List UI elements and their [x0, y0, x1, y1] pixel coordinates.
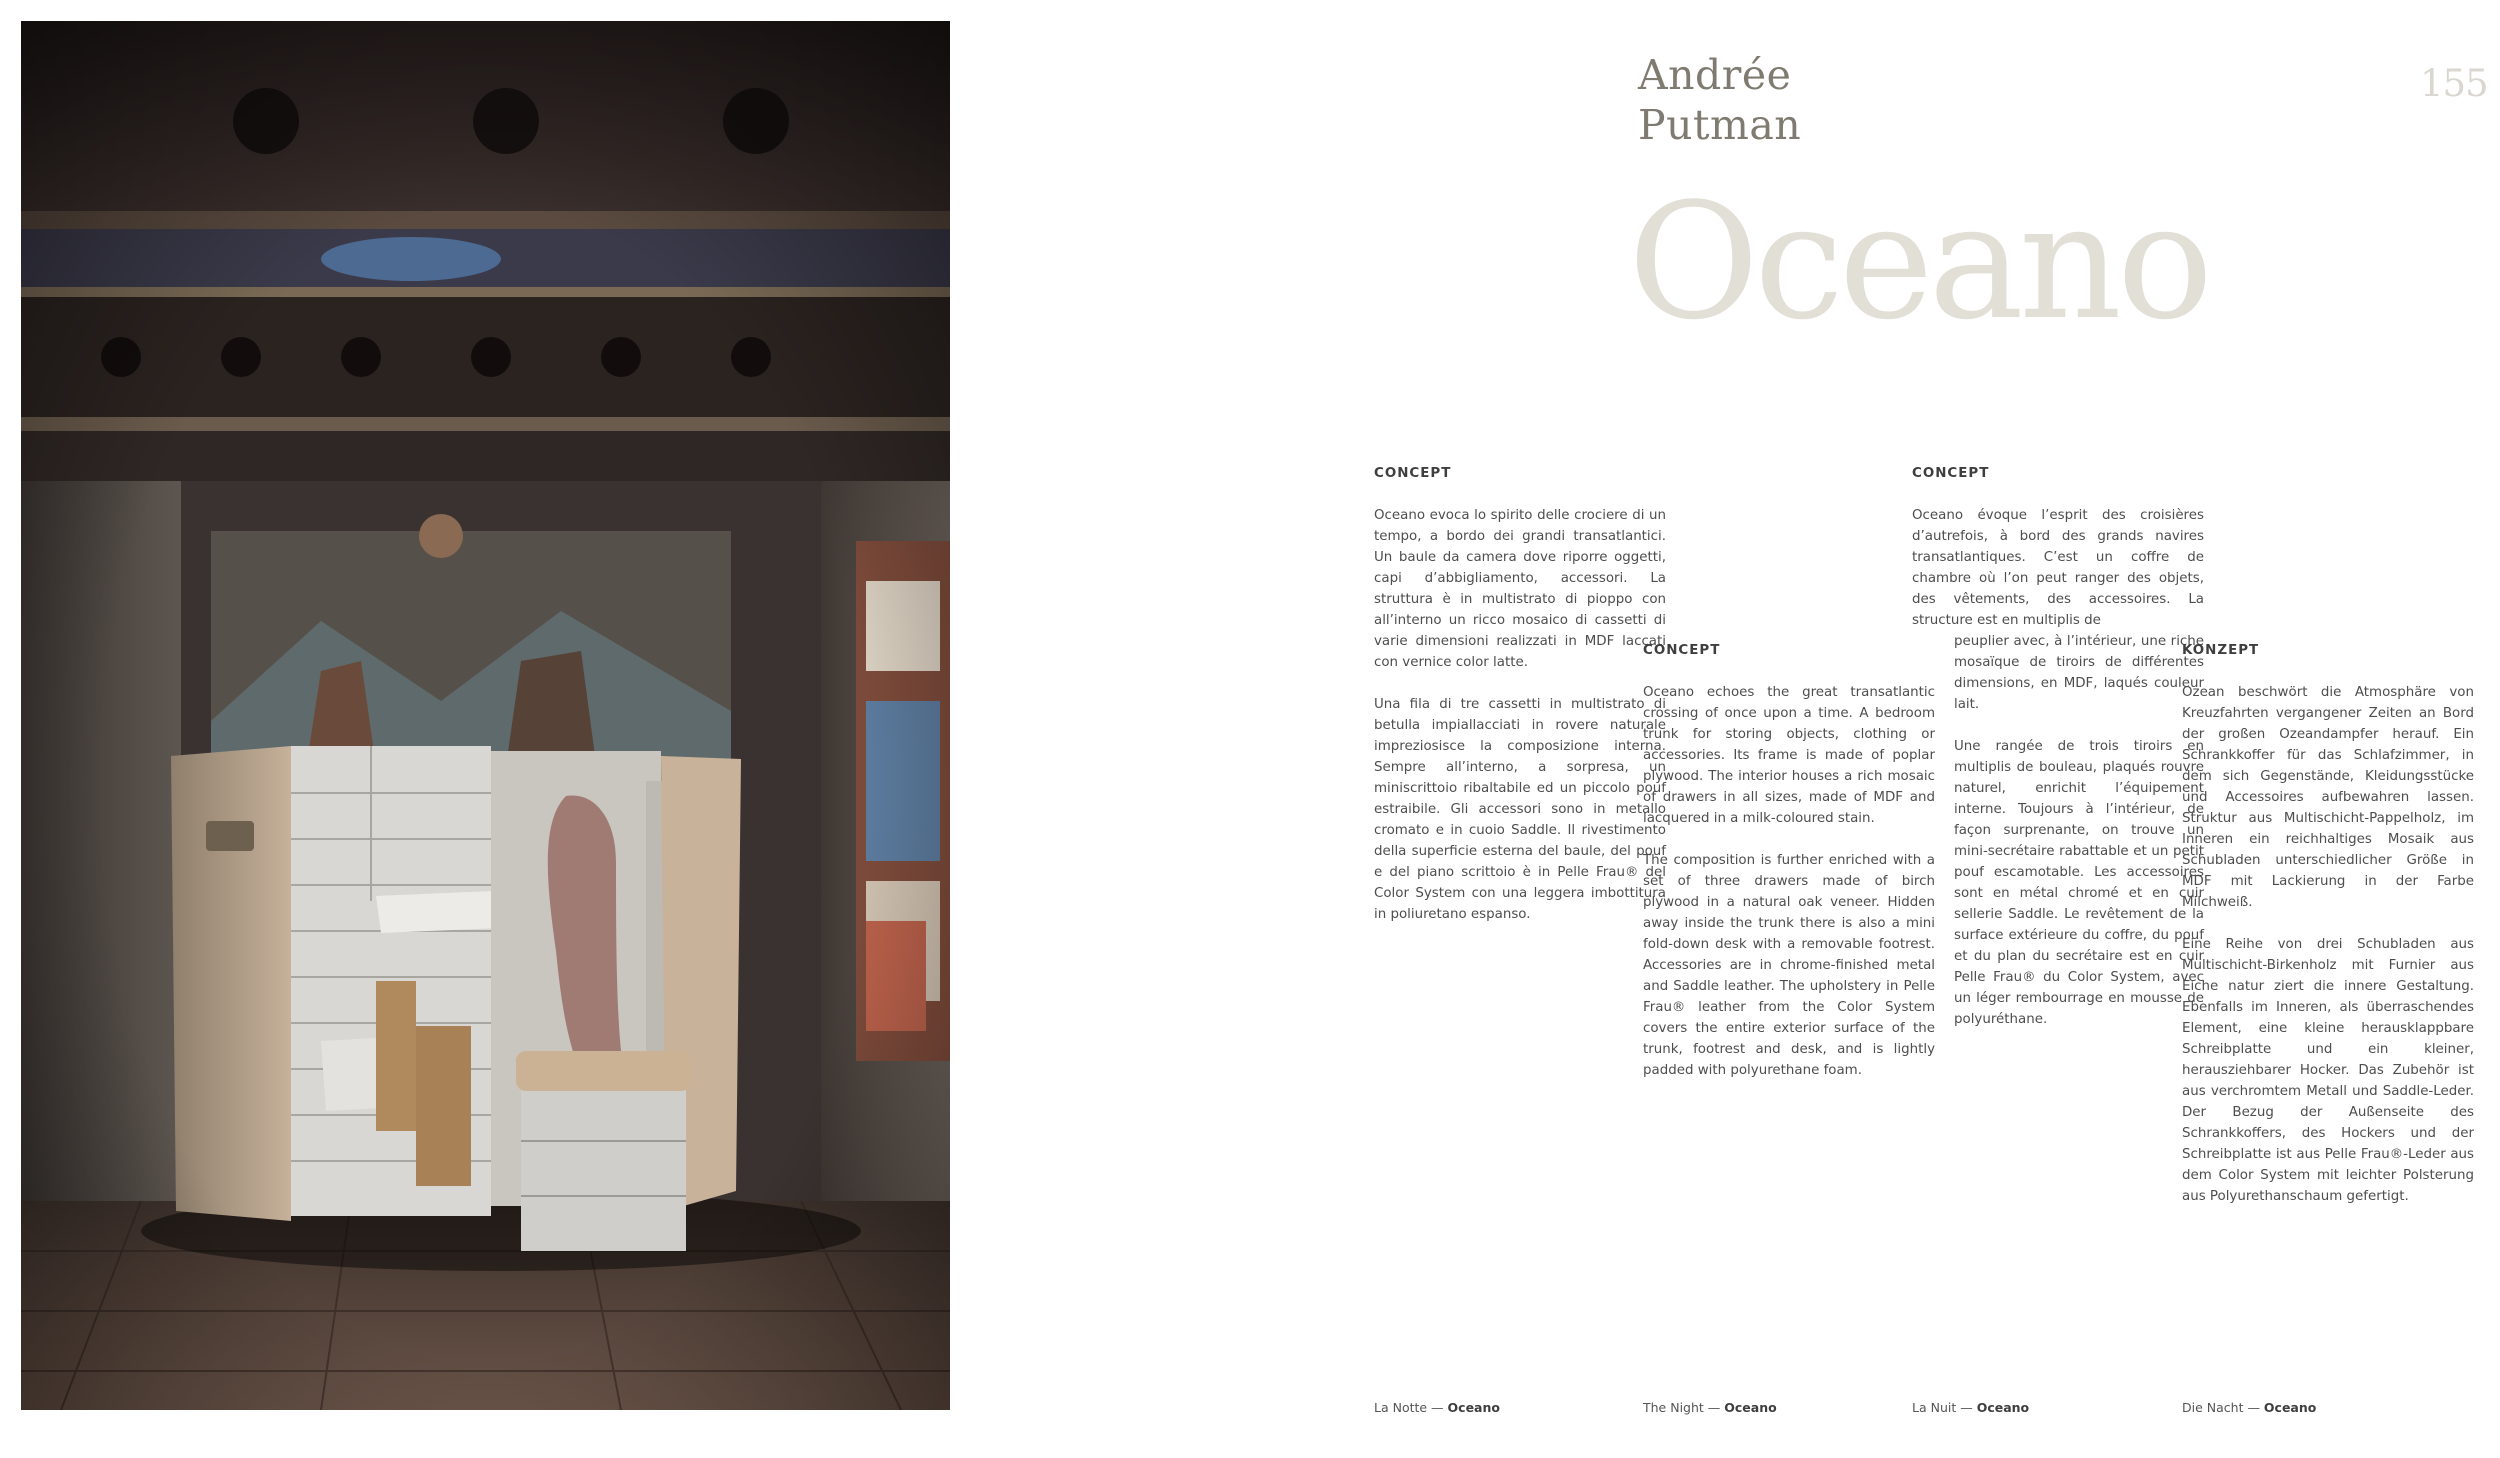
column-heading: CONCEPT — [1643, 643, 1721, 658]
product-title: Oceano — [1628, 168, 2209, 355]
footer-label: La Nuit — — [1912, 1400, 1977, 1415]
footer-label: The Night — — [1643, 1400, 1725, 1415]
footer-french — [1912, 1400, 2029, 1415]
footer-product: Oceano — [1724, 1400, 1777, 1415]
footer-label: Die Nacht — — [2182, 1400, 2264, 1415]
page-number: 155 — [2420, 62, 2488, 105]
column-english — [1643, 640, 1935, 1081]
column-german — [2182, 640, 2474, 1207]
footer-product: Oceano — [1447, 1400, 1500, 1415]
paragraph: The composition is further enriched with a set of three drawers made of birch plywood in a natural oak veneer. Hidden away inside the trunk there is also a mini fold-down desk with a removable footrest. Accessories are in chrome-finished metal and Saddle leather. The upholstery in Pelle Frau® leather from the Color System covers the entire exterior surface of the trunk, footrest and desk, and is lightly padded with polyurethane foam. — [1643, 853, 1935, 1078]
paragraph: Une rangée de trois tiroirs en multiplis de bouleau, plaqués rouvre naturel, enrichit l’équipement interne. Toujours à l’intérieur, de façon surprenante, on trouve un mini-secrétaire rabattable et un petit pouf escamotable. Les accessoires sont en métal chromé et en cuir sellerie Saddle. Le revêtement de la surface extérieure du coffre, du pouf et du plan du secrétaire est en cuir Pelle Frau® du Color System, avec un léger rembourrage en mousse de polyuréthane. — [1954, 739, 2204, 1027]
paragraph: Oceano evoca lo spirito delle crociere di un tempo, a bordo dei grandi transatlantici. Un baule da camera dove riporre oggetti, capi d’abbigliamento, accessori. La struttura è in multistrato di pioppo con all’interno un ricco mosaico di cassetti di varie dimensioni realizzati in MDF laccati con vernice color latte. — [1374, 508, 1666, 670]
designer-last-name: Putman — [1638, 101, 1802, 149]
paragraph: Ozean beschwört die Atmosphäre von Kreuzfahrten vergangener Zeiten an Bord der großen Ozeandampfer herauf. Ein Schrankkoffer für das Schlafzimmer, in dem sich Gegenstände, Kleidungsstücke und Accessoires aufbewahren lassen. Struktur aus Multischicht-Pappelholz, im Inneren ein reichhaltiges Mosaik aus Schubladen unterschiedlicher Größe in MDF mit Lackierung in der Farbe Milchweiß. — [2182, 685, 2474, 910]
paragraph: peuplier avec, à l’intérieur, une riche mosaïque de tiroirs de différentes dimensions, en MDF, laqués couleur lait. — [1954, 634, 2204, 712]
column-french — [1912, 463, 2204, 1030]
footer-product: Oceano — [2263, 1400, 2317, 1415]
designer-name — [1638, 50, 1801, 150]
paragraph: Eine Reihe von drei Schubladen aus Multischicht-Birkenholz mit Furnier aus Eiche natur ziert die innere Gestaltung. Ebenfalls im Inneren, als überraschendes Element, eine kleine herausklappbare Schreibplatte und ein kleiner, herausziehbarer Hocker. Das Zubehör ist aus verchromtem Metall und Saddle-Leder. Der Bezug der Außenseite des Schrankkoffers, des Hockers und der Schreibplatte ist aus Pelle Frau®-Leder aus dem Color System mit leichter Polsterung aus Polyurethanschaum gefertigt. — [2182, 937, 2474, 1204]
product-photo — [21, 21, 950, 1410]
paragraph: Oceano évoque l’esprit des croisières d’autrefois, à bord des grands navires transatlantiques. C’est un coffre de chambre où l’on peut ranger des objets, des vêtements, des accessoires. La structure est en multiplis de — [1912, 508, 2204, 628]
column-heading: CONCEPT — [1912, 466, 1990, 481]
designer-first-name: Andrée — [1638, 51, 1792, 99]
footer-italian — [1374, 1400, 1500, 1415]
footer-german — [2182, 1400, 2316, 1415]
footer-product: Oceano — [1976, 1400, 2030, 1415]
column-heading: KONZEPT — [2182, 643, 2260, 658]
column-heading: CONCEPT — [1374, 466, 1452, 481]
footer-label: La Notte — — [1374, 1400, 1448, 1415]
paragraph: Una fila di tre cassetti in multistrato di betulla impiallacciati in rovere naturale impreziosisce la composizione interna. Sempre all’interno, a sorpresa, un miniscrittoio ribaltabile ed un piccolo pouf estraibile. Gli accessori sono in metallo cromato e in cuoio Saddle. Il rivestimento della superficie esterna del baule, del pouf e del piano scrittoio è in Pelle Frau® del Color System con una leggera imbottitura in poliuretano espanso. — [1374, 697, 1666, 922]
footer-english — [1643, 1400, 1777, 1415]
column-italian — [1374, 463, 1666, 925]
paragraph: Oceano echoes the great transatlantic crossing of once upon a time. A bedroom trunk for storing objects, clothing or accessories. Its frame is made of poplar plywood. The interior houses a rich mosaic of drawers in all sizes, made of MDF and lacquered in a milk-coloured stain. — [1643, 685, 1935, 826]
